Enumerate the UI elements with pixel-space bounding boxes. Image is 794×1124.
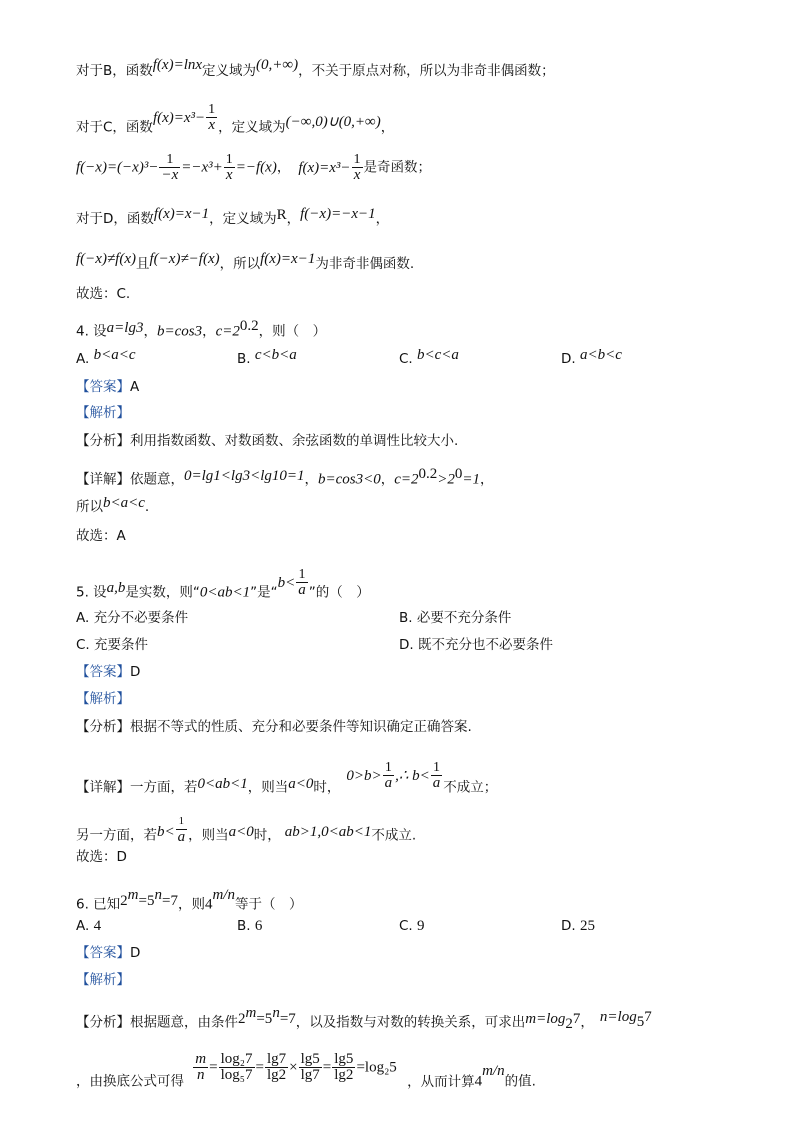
option-b: B. 6	[237, 918, 263, 934]
math: =−f(x)	[235, 159, 277, 176]
line-d2	[76, 251, 415, 273]
text: 对于D，函数	[76, 211, 154, 227]
other-q5: 另一方面，若b< $\frac{1}{a}$ ，则当a<0时， ab>1,0<ab<1不成立.	[76, 815, 417, 845]
math: f(−x)=(−x)³−	[76, 159, 159, 176]
question-6: 6. 已知$2^m=5^n=7$，则$4^{m/n}$等于（ ）	[76, 887, 303, 913]
math: c=2	[215, 323, 240, 340]
option-d: D. a<b<c	[561, 347, 622, 367]
fraction: $\frac{1}{x}$	[225, 152, 233, 183]
jiexi-label: 【解析】	[76, 405, 130, 421]
text: ，	[143, 323, 157, 340]
guxuan-q5: 故选：D	[76, 849, 127, 865]
option-a: A. 4	[76, 918, 102, 934]
suoyi-q4: 所以b<a<c.	[76, 495, 150, 515]
option-b: B. 必要不充分条件	[399, 610, 512, 626]
text: ，不关于原点对称，所以为非奇非偶函数；	[298, 63, 555, 79]
option-c: C. 9	[399, 918, 425, 934]
guxuan-q4: 故选：A	[76, 528, 126, 544]
math: b=cos3	[156, 323, 203, 340]
xiangjie-q5: 【详解】一方面，若0<ab<1，则当a<0时，0>b> $\frac{1}{a}$ ,∴ b< $\frac{1}{a}$ 不成立；	[76, 760, 498, 796]
answer-label: 【答案】D	[76, 664, 141, 680]
line-c2	[76, 152, 431, 183]
option-a: A. b<a<c	[76, 347, 136, 367]
line-c1	[76, 102, 395, 143]
line-d1	[76, 206, 390, 228]
answer-label: 【答案】A	[76, 379, 140, 395]
option-c: C. 充要条件	[76, 637, 149, 653]
math: f(−x)≠−f(x)	[149, 251, 220, 267]
option-b: B. c<b<a	[237, 347, 297, 367]
text: 定义域为	[202, 63, 257, 79]
fraction: $\frac{1}{x}$	[353, 152, 361, 183]
text: 对于B，函数	[76, 63, 153, 79]
math: f(x)=x³−	[298, 159, 351, 176]
text: ，	[380, 119, 395, 136]
text: 是奇函数；	[363, 159, 432, 176]
math: f(−x)=−x−1	[300, 206, 376, 222]
text: ，则（ ）	[258, 323, 327, 340]
text: ，	[202, 323, 216, 340]
fenxi-q5: 【分析】根据不等式的性质、充分和必要条件等知识确定正确答案.	[76, 719, 472, 735]
fenxi-q6: 【分析】根据题意，由条件$2^m=5^n=7$，以及指数与对数的转换关系，可求出$m=\log_27$， $n=\log_57$	[76, 1005, 652, 1033]
math: f(x)=x−1	[153, 206, 210, 222]
last-line-q6: ，由换底公式可得 $\frac{m}{n}$ = $\frac{\text{log₂7}}{\text{log₅7}}$ = $\frac{\lg 7}{\lg 2}$ × $\frac{\lg 5}{\lg 7}$ = $\frac{\lg 5}{\lg 2}$ =log₂5 ，从而计算$4^{m/n}$的值.	[76, 1051, 536, 1090]
math: (−∞,0)∪(0,+∞)	[285, 113, 381, 130]
fraction: $\frac{1}{x}$	[208, 102, 216, 133]
xiangjie-q4: 【详解】依题意，0=lg1<lg3<lg10=1，b=cos3<0，$c=2^{0.2}>2^0=1$，	[76, 466, 494, 488]
question-4	[76, 317, 326, 341]
option-a: A. 充分不必要条件	[76, 610, 189, 626]
math: f(x)=x−1	[260, 251, 316, 267]
text: ，定义域为	[209, 211, 277, 227]
option-d: D. 既不充分也不必要条件	[399, 637, 553, 653]
text: 对于C，函数	[76, 119, 153, 136]
math: R	[276, 207, 287, 223]
line-b	[76, 57, 555, 80]
math: (0,+∞)	[256, 57, 299, 73]
math: =−x³+	[181, 159, 223, 176]
math: a=lg3	[106, 319, 144, 336]
fenxi-q4: 【分析】利用指数函数、对数函数、余弦函数的单调性比较大小.	[76, 433, 459, 449]
text: 且	[136, 256, 150, 272]
math: f(−x)≠f(x)	[76, 251, 136, 267]
math: f(x)=lnx	[152, 57, 203, 73]
text: 为非奇非偶函数.	[315, 256, 415, 272]
option-d: D. 25	[561, 918, 595, 934]
jiexi-label: 【解析】	[76, 691, 130, 707]
answer-q3: 故选：C.	[76, 286, 131, 302]
text: ，	[286, 211, 301, 227]
math: 0.2	[239, 318, 259, 334]
fraction: $\frac{1}{-x}$	[161, 152, 179, 183]
answer-label: 【答案】D	[76, 945, 141, 961]
text: ，定义域为	[218, 119, 286, 136]
math: f(x)=x³−	[152, 109, 206, 126]
text: 4. 设	[76, 323, 107, 340]
text: ，	[276, 159, 291, 176]
jiexi-label: 【解析】	[76, 972, 130, 988]
text: ，所以	[219, 256, 261, 272]
text: ，	[375, 211, 390, 227]
option-c: C. b<c<a	[399, 347, 459, 367]
question-5: 5. 设a,b是实数，则“0<ab<1”是“b< $\frac{1}{a}$ ”的（ ）	[76, 567, 370, 601]
